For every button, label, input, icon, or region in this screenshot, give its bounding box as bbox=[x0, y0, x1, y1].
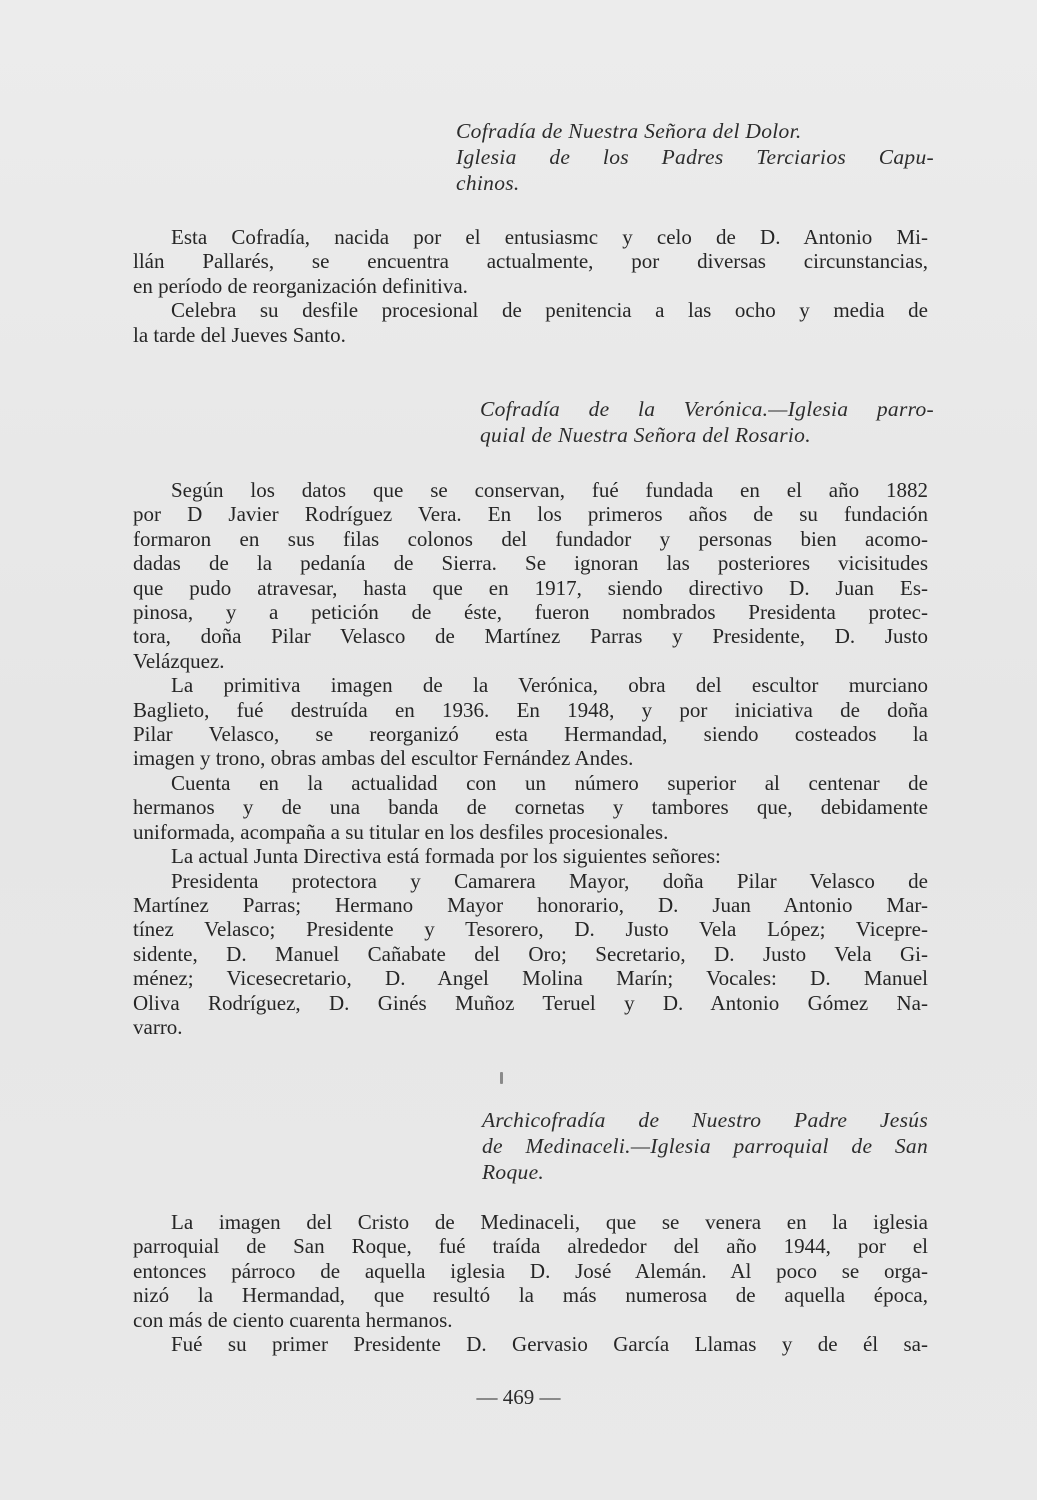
heading-line: quial de Nuestra Señora del Rosario. bbox=[480, 423, 811, 447]
body-line: tora, doña Pilar Velasco de Martínez Parras y Presidente, D. Justo bbox=[133, 624, 928, 649]
section-body-medinaceli bbox=[133, 1210, 928, 1356]
body-line: hermanos y de una banda de cornetas y tambores que, debidamente bbox=[133, 795, 928, 820]
body-line: Según los datos que se conservan, fué fundada en el año 1882 bbox=[171, 478, 928, 502]
body-line: Fué su primer Presidente D. Gervasio García Llamas y de él sa- bbox=[171, 1332, 928, 1357]
body-line: varro. bbox=[133, 1014, 183, 1039]
body-line: Oliva Rodríguez, D. Ginés Muñoz Teruel y D. Antonio Gómez Na- bbox=[133, 990, 928, 1015]
heading-line: Cofradía de la Verónica.—Iglesia parro- bbox=[480, 397, 934, 421]
body-line: Cuenta en la actualidad con un número superior al centenar de bbox=[171, 770, 928, 795]
section-body-veronica bbox=[133, 478, 928, 1039]
body-line: Baglieto, fué destruída en 1936. En 1948, y por iniciativa de doña bbox=[133, 697, 928, 722]
body-line: con más de ciento cuarenta hermanos. bbox=[133, 1307, 453, 1332]
heading-line: chinos. bbox=[456, 171, 520, 195]
body-line: La imagen del Cristo de Medinaceli, que se venera en la iglesia bbox=[171, 1210, 928, 1234]
body-line: llán Pallarés, se encuentra actualmente, por diversas circunstancias, bbox=[133, 249, 928, 274]
body-line: Martínez Parras; Hermano Mayor honorario, D. Juan Antonio Mar- bbox=[133, 892, 928, 917]
body-line: Velázquez. bbox=[133, 648, 225, 673]
body-line: entonces párroco de aquella iglesia D. José Alemán. Al poco se orga- bbox=[133, 1258, 928, 1283]
body-line: La actual Junta Directiva está formada por los siguientes señores: bbox=[171, 844, 721, 869]
body-line: parroquial de San Roque, fué traída alrededor del año 1944, por el bbox=[133, 1234, 928, 1259]
body-line: dadas de la pedanía de Sierra. Se ignoran las posteriores vicisitudes bbox=[133, 551, 928, 576]
body-line: imagen y trono, obras ambas del escultor Fernández Andes. bbox=[133, 746, 634, 771]
heading-line: de Medinaceli.—Iglesia parroquial de San bbox=[482, 1134, 928, 1158]
heading-line: Iglesia de los Padres Terciarios Capu- bbox=[456, 145, 934, 169]
page-number: — 469 — bbox=[476, 1385, 561, 1409]
heading-line: Roque. bbox=[482, 1160, 545, 1184]
body-line: Presidenta protectora y Camarera Mayor, doña Pilar Velasco de bbox=[171, 868, 928, 893]
section-heading-dolor bbox=[456, 118, 934, 196]
body-line: pinosa, y a petición de éste, fueron nombrados Presidenta protec- bbox=[133, 600, 928, 625]
body-line: Pilar Velasco, se reorganizó esta Hermandad, siendo costeados la bbox=[133, 722, 928, 747]
body-line: Celebra su desfile procesional de penitencia a las ocho y media de bbox=[171, 298, 928, 323]
body-line: ménez; Vicesecretario, D. Angel Molina Marín; Vocales: D. Manuel bbox=[133, 966, 928, 991]
body-line: nizó la Hermandad, que resultó la más numerosa de aquella época, bbox=[133, 1283, 928, 1308]
body-line: Esta Cofradía, nacida por el entusiasmc y celo de D. Antonio Mi- bbox=[171, 225, 928, 249]
print-speck bbox=[500, 1072, 503, 1084]
body-line: sidente, D. Manuel Cañabate del Oro; Secretario, D. Justo Vela Gi- bbox=[133, 941, 928, 966]
section-heading-medinaceli bbox=[482, 1107, 928, 1185]
body-line: que pudo atravesar, hasta que en 1917, siendo directivo D. Juan Es- bbox=[133, 575, 928, 600]
section-body-dolor bbox=[133, 225, 928, 347]
heading-line: Archicofradía de Nuestro Padre Jesús bbox=[482, 1108, 928, 1132]
body-line: la tarde del Jueves Santo. bbox=[133, 322, 346, 347]
heading-line: Cofradía de Nuestra Señora del Dolor. bbox=[456, 119, 802, 143]
body-line: La primitiva imagen de la Verónica, obra del escultor murciano bbox=[171, 673, 928, 698]
body-line: uniformada, acompaña a su titular en los desfiles procesionales. bbox=[133, 819, 669, 844]
body-line: tínez Velasco; Presidente y Tesorero, D. Justo Vela López; Vicepre- bbox=[133, 917, 928, 942]
body-line: en período de reorganización definitiva. bbox=[133, 273, 468, 298]
body-line: por D Javier Rodríguez Vera. En los primeros años de su fundación bbox=[133, 502, 928, 527]
body-line: formaron en sus filas colonos del fundador y personas bien acomo- bbox=[133, 526, 928, 551]
section-heading-veronica bbox=[480, 396, 934, 448]
